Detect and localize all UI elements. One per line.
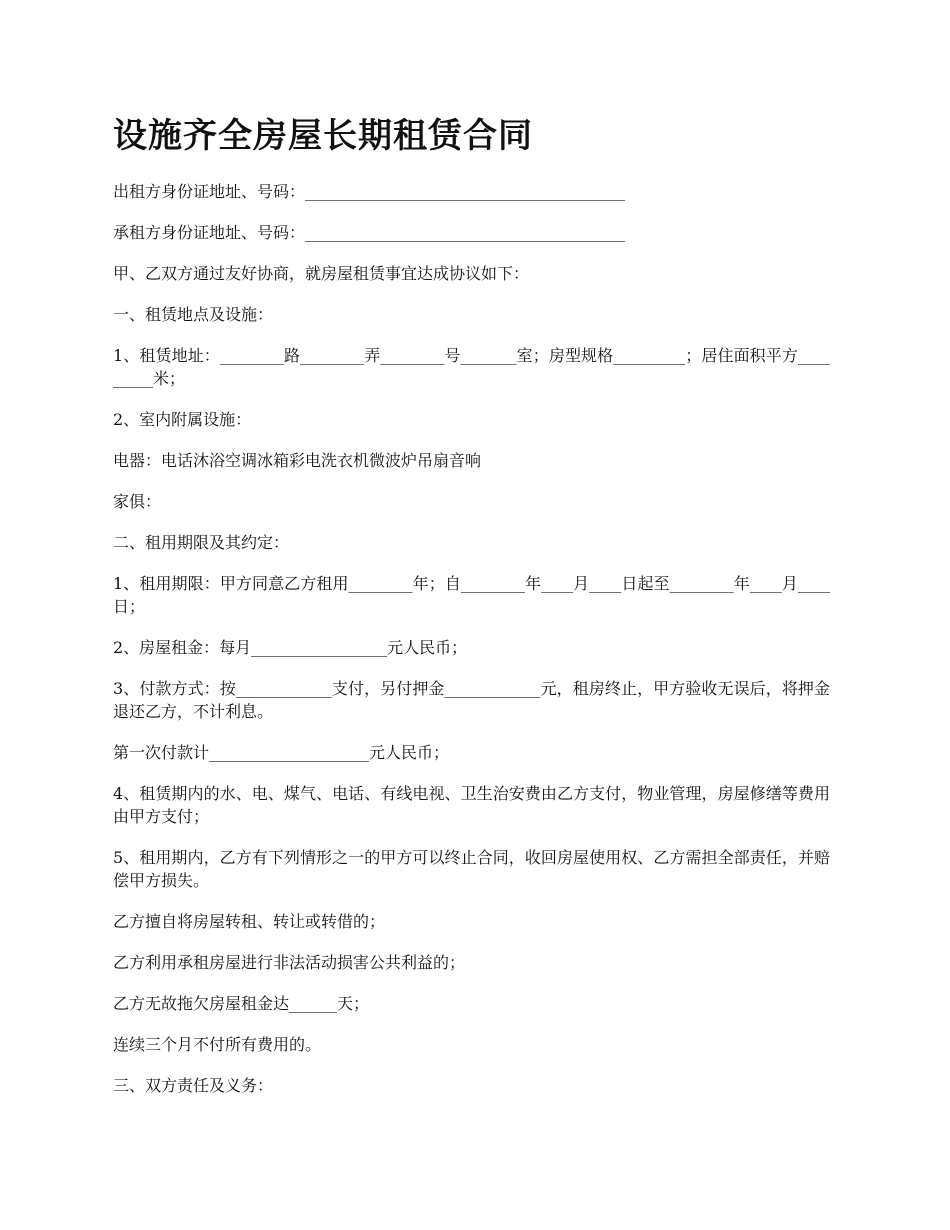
first-payment-line: 第一次付款计____________________元人民币； — [113, 743, 450, 762]
termination-clause: 5、租用期内，乙方有下列情形之一的甲方可以终止合同，收回房屋使用权、乙方需担全部责任，并赔偿甲方损失。 — [113, 848, 830, 890]
sublet-condition: 乙方擅自将房屋转租、转让或转借的； — [113, 912, 386, 931]
payment-method-clause: 3、付款方式：按____________支付，另付押金____________元，租房终止，甲方验收无误后，将押金退还乙方，不计利息。 — [113, 679, 830, 721]
section-one-heading: 一、租赁地点及设施： — [113, 305, 274, 324]
rent-clause: 2、房屋租金：每月_________________元人民币； — [113, 638, 468, 657]
section-two-heading: 二、租用期限及其约定： — [113, 533, 290, 552]
agreement-intro: 甲、乙双方通过友好协商，就房屋租赁事宜达成协议如下： — [113, 264, 530, 283]
illegal-use-condition: 乙方利用承租房屋进行非法活动损害公共利益的； — [113, 953, 466, 972]
unpaid-fees-condition: 连续三个月不付所有费用的。 — [113, 1035, 322, 1054]
facilities-clause: 2、室内附属设施： — [113, 410, 252, 429]
section-three-heading: 三、双方责任及义务： — [113, 1076, 274, 1095]
document-page — [113, 112, 830, 1115]
appliances-list: 电器：电话沐浴空调冰箱彩电洗衣机微波炉吊扇音响 — [113, 451, 482, 470]
lease-term-clause: 1、租用期限：甲方同意乙方租用________年；自________年____月____日起至________年____月____日； — [113, 574, 830, 616]
furniture-list: 家俱： — [113, 492, 162, 511]
rent-arrears-condition: 乙方无故拖欠房屋租金达______天； — [113, 994, 370, 1013]
utility-fees-clause: 4、租赁期内的水、电、煤气、电话、有线电视、卫生治安费由乙方支付，物业管理，房屋修缮等费用由甲方支付； — [113, 784, 830, 826]
lessee-id-line: 承租方身份证地址、号码：________________________________________ — [113, 223, 626, 242]
rental-address-clause: 1、租赁地址：________路________弄________号_______室；房型规格_________；居住面积平方_________米； — [113, 346, 830, 388]
document-title: 设施齐全房屋长期租赁合同 — [113, 116, 533, 156]
lessor-id-line: 出租方身份证地址、号码：________________________________________ — [113, 182, 626, 201]
